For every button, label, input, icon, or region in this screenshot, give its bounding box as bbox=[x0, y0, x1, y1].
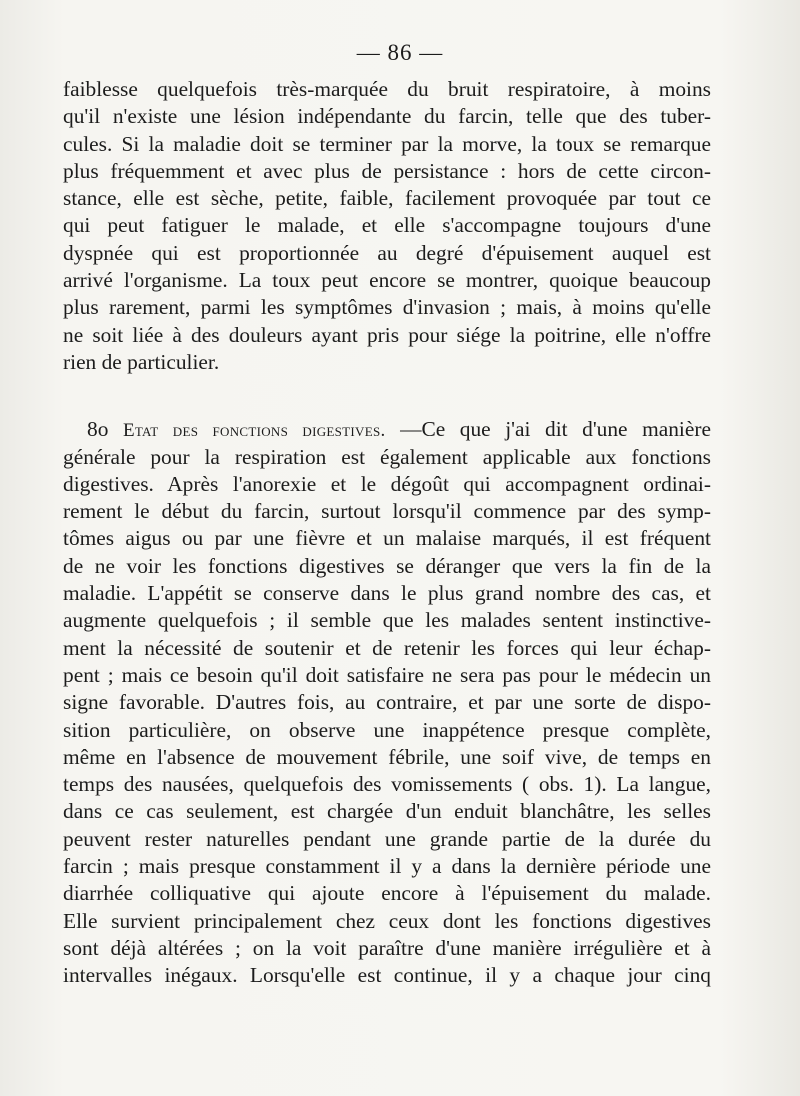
text-line: rement le début du farcin, surtout lorsqu'il commence par des symp- bbox=[63, 499, 711, 524]
text-line: Elle survient principalement chez ceux dont les fonctions digestives bbox=[63, 908, 711, 933]
body-text bbox=[63, 76, 711, 990]
text-line: dans ce cas seulement, est chargée d'un enduit blanchâtre, les selles bbox=[63, 799, 711, 824]
text-line: sition particulière, on observe une inappétence presque complète, bbox=[63, 717, 711, 742]
paragraph-gap bbox=[63, 376, 711, 416]
text-line: cules. Si la maladie doit se terminer par la morve, la toux se remarque bbox=[63, 131, 711, 156]
text-line: rien de particulier. bbox=[63, 349, 220, 374]
section-digestive-functions bbox=[63, 416, 711, 989]
text-line: augmente quelquefois ; il semble que les malades sentent instinctive- bbox=[63, 608, 711, 633]
text-line: farcin ; mais presque constamment il y a dans la dernière période une bbox=[63, 854, 711, 879]
text-line: plus fréquemment et avec plus de persistance : hors de cette circon- bbox=[63, 158, 711, 183]
section-number: 8o bbox=[87, 417, 109, 442]
text-line: même en l'absence de mouvement fébrile, une soif vive, de temps en bbox=[63, 744, 711, 769]
section-first-line-text: —Ce que j'ai dit d'une manière bbox=[400, 417, 711, 442]
text-line: digestives. Après l'anorexie et le dégoût qui accompagnent ordinai- bbox=[63, 471, 711, 496]
text-line: plus rarement, parmi les symptômes d'invasion ; mais, à moins qu'elle bbox=[63, 295, 711, 320]
text-line: qui peut fatiguer le malade, et elle s'accompagne toujours d'une bbox=[63, 213, 711, 238]
text-line: ne soit liée à des douleurs ayant pris pour siége la poitrine, elle n'offre bbox=[63, 322, 711, 347]
text-line: de ne voir les fonctions digestives se déranger que vers la fin de la bbox=[63, 553, 711, 578]
text-line: temps des nausées, quelquefois des vomissements ( obs. 1). La langue, bbox=[63, 772, 711, 797]
text-line: faiblesse quelquefois très-marquée du bruit respiratoire, à moins bbox=[63, 77, 711, 101]
text-line: dyspnée qui est proportionnée au degré d'épuisement auquel est bbox=[63, 240, 711, 265]
text-line: intervalles inégaux. Lorsqu'elle est continue, il y a chaque jour cinq bbox=[63, 963, 711, 988]
text-line: diarrhée colliquative qui ajoute encore à l'épuisement du malade. bbox=[63, 881, 711, 906]
text-line: tômes aigus ou par une fièvre et un malaise marqués, il est fréquent bbox=[63, 526, 711, 551]
text-line: qu'il n'existe une lésion indépendante du farcin, telle que des tuber- bbox=[63, 104, 711, 129]
text-line: stance, elle est sèche, petite, faible, facilement provoquée par tout ce bbox=[63, 186, 711, 211]
paragraph-respiration bbox=[63, 76, 711, 376]
text-line: sont déjà altérées ; on la voit paraître d'une manière irrégulière et à bbox=[63, 935, 711, 960]
text-line: peuvent rester naturelles pendant une grande partie de la durée du bbox=[63, 826, 711, 851]
text-line: pent ; mais ce besoin qu'il doit satisfaire ne sera pas pour le médecin un bbox=[63, 662, 711, 687]
section-first-line bbox=[63, 416, 711, 443]
text-line: arrivé l'organisme. La toux peut encore se montrer, quoique beaucoup bbox=[63, 268, 711, 293]
text-line: ment la nécessité de soutenir et de retenir les forces qui leur échap- bbox=[63, 635, 711, 660]
text-line: signe favorable. D'autres fois, au contraire, et par une sorte de dispo- bbox=[63, 690, 711, 715]
page-number: — 86 — bbox=[356, 40, 444, 65]
text-line: générale pour la respiration est également applicable aux fonctions bbox=[63, 444, 711, 469]
text-line: maladie. L'appétit se conserve dans le plus grand nombre des cas, et bbox=[63, 581, 711, 606]
section-heading: Etat des fonctions digestives. bbox=[122, 420, 386, 442]
